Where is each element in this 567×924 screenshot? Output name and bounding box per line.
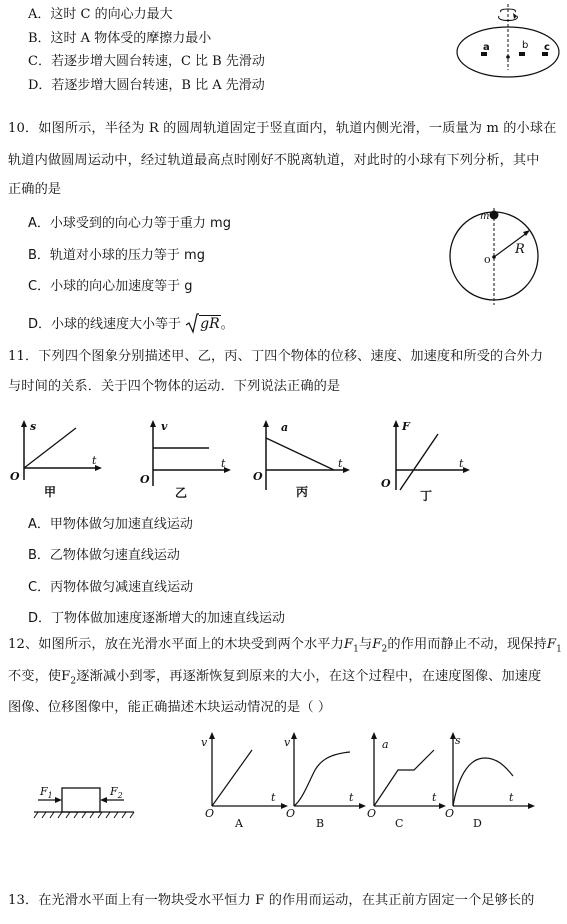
q12-f2-sub: 2 bbox=[381, 644, 388, 655]
q12-graph-b bbox=[282, 732, 372, 812]
q12-gb-origin: O bbox=[286, 807, 296, 820]
q11-g3-ylabel: a bbox=[281, 421, 289, 434]
q11-g3-xlabel: t bbox=[338, 457, 343, 470]
q12-gb-xlabel: t bbox=[349, 791, 354, 804]
q12-f1-sub-2: 1 bbox=[556, 644, 562, 655]
q12-stem-line1-a: 12、如图所示，放在光滑水平面上的木块受到两个水平力 bbox=[8, 637, 344, 652]
q9-option-b: B．这时 A 物体受的摩擦力最小 bbox=[28, 31, 212, 46]
q12-block-f2-label bbox=[110, 784, 123, 804]
q12-ga-ylabel: v bbox=[201, 736, 208, 749]
q12-stem-line2-b: 逐渐减小到零，再逐渐恢复到原来的大小，在这个过程中，在速度图像、加速度 bbox=[76, 669, 542, 684]
q11-g2-name: 乙 bbox=[175, 486, 188, 500]
q12-ga-origin: O bbox=[205, 807, 215, 820]
q12-ga-xlabel: t bbox=[271, 791, 276, 804]
q12-gb-ylabel: v bbox=[284, 736, 291, 749]
q12-f1-symbol-2: F bbox=[546, 637, 557, 652]
q12-block-f2-sub: 2 bbox=[117, 791, 123, 801]
q11-g3-name: 丙 bbox=[296, 485, 309, 499]
q11-stem-line1: 11．下列四个图象分别描述甲、乙，丙、丁四个物体的位移、速度、加速度和所受的合外力 bbox=[8, 349, 544, 364]
q10-stem-line3: 正确的是 bbox=[8, 182, 62, 197]
q10-stem-line1: 10．如图所示，半径为 R 的圆周轨道固定于竖直面内，轨道内侧光滑，一质量为 m 的小球在 bbox=[8, 121, 557, 136]
q11-option-a: A．甲物体做匀加速直线运动 bbox=[28, 517, 193, 532]
q12-stem-line2-a: 不变，使 bbox=[8, 669, 62, 684]
q11-g4-ylabel: F bbox=[402, 420, 410, 433]
q10-option-d bbox=[28, 313, 234, 333]
q12-gd-name: D bbox=[473, 817, 482, 830]
q11-option-c: C．丙物体做匀减速直线运动 bbox=[28, 580, 194, 595]
q12-stem-and: 与 bbox=[358, 637, 373, 652]
q12-gd-origin: O bbox=[445, 807, 455, 820]
q10-option-d-text: D．小球的线速度大小等于 bbox=[28, 317, 182, 332]
q11-g4-name: 丁 bbox=[420, 489, 433, 503]
q9-option-d: D．若逐步增大圆台转速，B 比 A 先滑动 bbox=[28, 78, 265, 93]
q10-option-a: A．小球受到的向心力等于重力 mg bbox=[28, 216, 231, 231]
q12-gc-name: C bbox=[395, 817, 404, 830]
q9-label-c: c bbox=[544, 42, 550, 53]
q11-g1-name: 甲 bbox=[44, 485, 57, 499]
q11-g2-xlabel: t bbox=[221, 457, 226, 470]
q12-gb-name: B bbox=[316, 817, 325, 830]
q11-g1-xlabel: t bbox=[92, 454, 97, 467]
q10-track-figure bbox=[447, 205, 547, 305]
q13-stem-line1: 13．在光滑水平面上有一物块受水平恒力 F 的作用而运动，在其正前方固定一个足够长的 bbox=[8, 893, 535, 908]
q12-gd-ylabel: s bbox=[455, 734, 461, 747]
q10-option-d-suffix: 。 bbox=[220, 317, 234, 332]
q10-option-c: C．小球的向心加速度等于 g bbox=[28, 279, 193, 294]
q12-graph-a bbox=[200, 732, 290, 812]
q10-stem-line2: 轨道内做圆周运动中，经过轨道最高点时刚好不脱离轨道，对此时的小球有下列分析，其中 bbox=[8, 153, 540, 168]
q9-label-b: b bbox=[522, 40, 529, 51]
q12-f2-symbol-2: F bbox=[61, 669, 71, 684]
q12-graph-c bbox=[362, 732, 452, 812]
q11-option-b: B．乙物体做匀速直线运动 bbox=[28, 548, 180, 563]
q9-option-a: A．这时 C 的向心力最大 bbox=[28, 7, 173, 22]
q12-block-f2: F bbox=[110, 785, 118, 798]
sqrt-sign-icon bbox=[185, 313, 199, 333]
q12-f2-symbol: F bbox=[372, 637, 382, 652]
q11-g1-ylabel: s bbox=[30, 420, 37, 433]
q11-g3-origin: O bbox=[253, 470, 263, 483]
q12-gc-xlabel: t bbox=[432, 791, 437, 804]
q12-f1-sub: 1 bbox=[353, 644, 359, 655]
q12-gc-origin: O bbox=[367, 807, 377, 820]
q10-option-d-math: gR bbox=[200, 316, 220, 332]
q12-ga-name: A bbox=[235, 817, 243, 830]
q10-label-r: R bbox=[515, 242, 525, 257]
q11-g4-xlabel: t bbox=[459, 457, 464, 470]
q12-stem-line3: 图像、位移图像中，能正确描述木块运动情况的是（ ） bbox=[8, 700, 332, 715]
q12-f2-sub-2: 2 bbox=[70, 676, 77, 687]
q12-f1-symbol: F bbox=[343, 637, 354, 652]
q12-block-f1-label bbox=[40, 784, 53, 804]
q12-block-f1-sub: 1 bbox=[47, 791, 53, 801]
q12-stem-line2 bbox=[8, 669, 541, 690]
q10-option-b: B．轨道对小球的压力等于 mg bbox=[28, 248, 205, 263]
q11-g1-origin: O bbox=[10, 470, 20, 483]
q12-gc-ylabel: a bbox=[382, 738, 389, 751]
q11-stem-line2: 与时间的关系．关于四个物体的运动．下列说法正确的是 bbox=[8, 379, 341, 394]
q12-block-f1: F bbox=[40, 785, 48, 798]
q11-g2-origin: O bbox=[140, 473, 150, 486]
q11-option-d: D．丁物体做加速度逐渐增大的加速直线运动 bbox=[28, 611, 286, 626]
q10-label-o: o bbox=[484, 253, 491, 266]
q12-block-figure bbox=[34, 780, 174, 820]
q12-gd-xlabel: t bbox=[509, 791, 514, 804]
q9-option-c: C．若逐步增大圆台转速，C 比 B 先滑动 bbox=[28, 54, 265, 69]
q11-g2-ylabel: v bbox=[161, 420, 168, 433]
q11-g4-origin: O bbox=[381, 477, 391, 490]
q9-label-a: a bbox=[483, 42, 490, 53]
q12-stem-line1-b: 的作用而静止不动，现保持 bbox=[387, 637, 547, 652]
q10-label-m: m bbox=[480, 211, 490, 222]
q12-stem-line1 bbox=[8, 637, 562, 658]
